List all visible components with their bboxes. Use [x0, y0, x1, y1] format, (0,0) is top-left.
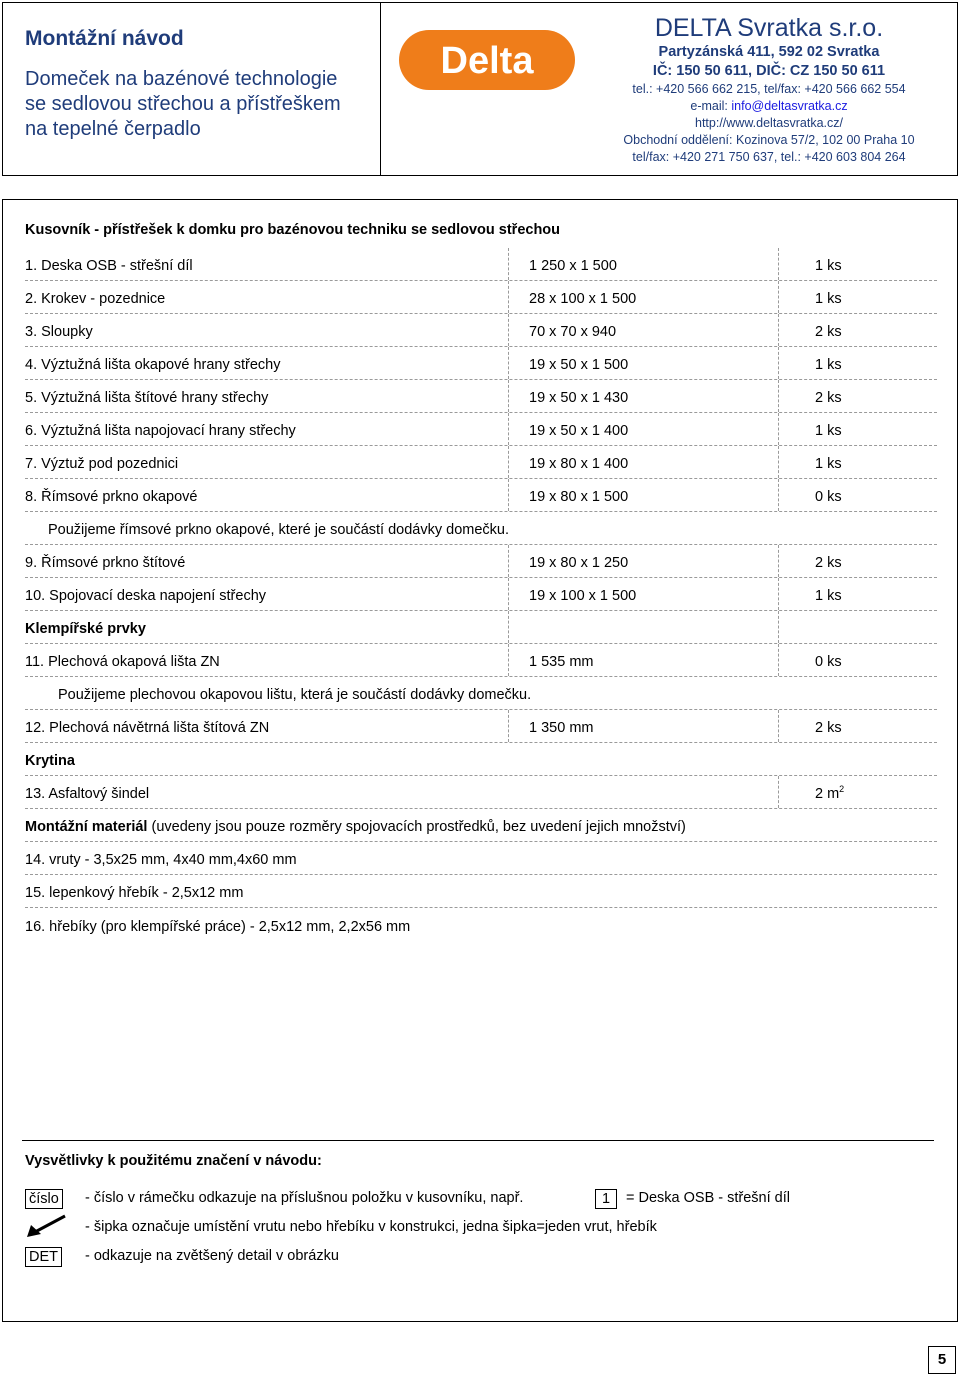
column-divider [508, 479, 509, 511]
column-divider [778, 281, 779, 313]
material-item: 14. vruty - 3,5x25 mm, 4x40 mm,4x60 mm [25, 852, 297, 868]
table-row [25, 248, 937, 281]
part-quantity: 2 $m^2$ [815, 784, 845, 802]
example-text: = Deska OSB - střešní díl [626, 1190, 790, 1206]
part-quantity: 0 ks [815, 654, 842, 670]
part-name: 4. Výztužná lišta okapové hrany střechy [25, 357, 281, 373]
column-divider [778, 644, 779, 676]
title-line: na tepelné čerpadlo [25, 118, 201, 140]
company-branch-phone: tel/fax: +420 271 750 637, tel.: +420 603 804 264 [632, 150, 906, 164]
column-divider [778, 611, 779, 643]
legend-item [25, 1189, 790, 1209]
part-quantity: 2 ks [815, 555, 842, 571]
column-divider [778, 380, 779, 412]
part-quantity: 1 ks [815, 588, 842, 604]
material-row [25, 908, 937, 941]
table-row [25, 578, 937, 611]
part-dimensions: 19 x 80 x 1 250 [529, 555, 629, 571]
column-divider [508, 314, 509, 346]
table-row [25, 446, 937, 479]
column-divider [778, 776, 779, 808]
part-dimensions: 19 x 50 x 1 430 [529, 390, 629, 406]
part-quantity: 1 ks [815, 357, 842, 373]
part-name: 5. Výztužná lišta štítové hrany střechy [25, 390, 269, 406]
part-name: 2. Krokev - pozednice [25, 291, 166, 307]
document-type: Montážní návod [25, 27, 184, 50]
email-link[interactable]: info@deltasvratka.cz [731, 99, 848, 113]
company-ids: IČ: 150 50 611, DIČ: CZ 150 50 611 [652, 63, 886, 79]
part-name: 13. Asfaltový šindel [25, 786, 150, 802]
section-row [25, 743, 937, 776]
table-row-note [25, 512, 937, 545]
delta-logo [398, 29, 576, 91]
part-dimensions: 19 x 80 x 1 500 [529, 489, 629, 505]
table-row [25, 710, 937, 743]
company-web[interactable]: http://www.deltasvratka.cz/ [695, 116, 843, 130]
column-divider [778, 578, 779, 610]
column-divider [778, 413, 779, 445]
table-row [25, 479, 937, 512]
legend-divider [22, 1140, 934, 1141]
legend-item [25, 1247, 339, 1267]
material-item: 15. lepenkový hřebík - 2,5x12 mm [25, 885, 244, 901]
part-dimensions: 70 x 70 x 940 [529, 324, 617, 340]
part-name: 8. Římsové prkno okapové [25, 489, 198, 505]
column-divider [508, 380, 509, 412]
company-phone: tel.: +420 566 662 215, tel/fax: +420 566 662 554 [632, 82, 906, 96]
part-name: 7. Výztuž pod pozednici [25, 456, 179, 472]
column-divider [508, 611, 509, 643]
parts-list-heading: Kusovník - přístřešek k domku pro bazénovou techniku se sedlovou střechou [25, 222, 561, 238]
table-row [25, 545, 937, 578]
column-divider [508, 413, 509, 445]
column-divider [508, 578, 509, 610]
table-row [25, 413, 937, 446]
column-divider [508, 347, 509, 379]
legend-text: - číslo v rámečku odkazuje na příslušnou položku v kusovníku, např. [85, 1190, 524, 1206]
part-quantity: 2 ks [815, 390, 842, 406]
column-divider [778, 314, 779, 346]
column-divider [778, 479, 779, 511]
section-heading: Krytina [25, 753, 75, 769]
part-name: 9. Římsové prkno štítové [25, 555, 186, 571]
column-divider [778, 248, 779, 280]
arrow-icon [25, 1214, 67, 1238]
example-number-box: 1 [595, 1189, 617, 1209]
legend-text: - odkazuje na zvětšený detail v obrázku [85, 1248, 339, 1264]
part-name: 11. Plechová okapová lišta ZN [25, 654, 220, 670]
column-divider [508, 710, 509, 742]
part-quantity: 1 ks [815, 291, 842, 307]
column-divider [778, 545, 779, 577]
table-row [25, 281, 937, 314]
part-note: Použijeme plechovou okapovou lištu, která je součástí dodávky domečku. [58, 687, 532, 703]
part-name: 12. Plechová návětrná lišta štítová ZN [25, 720, 270, 736]
section-row [25, 611, 937, 644]
company-branch: Obchodní oddělení: Kozinova 57/2, 102 00 Praha 10 [623, 133, 915, 147]
part-dimensions: 1 535 mm [529, 654, 594, 670]
part-dimensions: 28 x 100 x 1 500 [529, 291, 637, 307]
part-quantity: 1 ks [815, 258, 842, 274]
part-name: 1. Deska OSB - střešní díl [25, 258, 193, 274]
legend-text: - šipka označuje umístění vrutu nebo hřebíku v konstrukci, jedna šipka=jeden vrut, hřebík [85, 1219, 657, 1235]
part-dimensions: 1 350 mm [529, 720, 594, 736]
table-row [25, 380, 937, 413]
material-heading-row [25, 809, 937, 842]
section-heading: Klempířské prvky [25, 621, 146, 637]
part-quantity: 2 ks [815, 720, 842, 736]
table-row [25, 314, 937, 347]
part-dimensions: 19 x 50 x 1 500 [529, 357, 629, 373]
material-heading: Montážní materiál (uvedeny jsou pouze rozměry spojovacích prostředků, bez uvedení jejich množství) [25, 819, 686, 835]
document-header [2, 2, 958, 176]
part-quantity: 2 ks [815, 324, 842, 340]
number-box-symbol: číslo [25, 1189, 63, 1209]
detail-box-symbol: DET [25, 1247, 62, 1267]
company-email-line [581, 98, 957, 115]
part-dimensions: 19 x 80 x 1 400 [529, 456, 629, 472]
column-divider [778, 446, 779, 478]
title-line: se sedlovou střechou a přístřeškem [25, 93, 341, 115]
table-row [25, 644, 937, 677]
column-divider [508, 644, 509, 676]
material-item: 16. hřebíky (pro klempířské práce) - 2,5x12 mm, 2,2x56 mm [25, 919, 411, 935]
legend-heading: Vysvětlivky k použitému značení v návodu: [25, 1153, 322, 1169]
title-line: Domeček na bazénové technologie [25, 68, 338, 90]
part-quantity: 0 ks [815, 489, 842, 505]
company-info [581, 13, 957, 166]
logo-text: Delta [440, 40, 534, 82]
email-label: e-mail: [690, 99, 732, 113]
table-row [25, 776, 937, 809]
page-number: 5 [928, 1346, 956, 1374]
material-row [25, 875, 937, 908]
part-name: 6. Výztužná lišta napojovací hrany střechy [25, 423, 296, 439]
table-row-note [25, 677, 937, 710]
column-divider [508, 545, 509, 577]
column-divider [508, 281, 509, 313]
part-name: 10. Spojovací deska napojení střechy [25, 588, 267, 604]
part-name: 3. Sloupky [25, 324, 93, 340]
table-row [25, 347, 937, 380]
column-divider [778, 710, 779, 742]
title-block [3, 3, 381, 175]
part-dimensions: 1 250 x 1 500 [529, 258, 617, 274]
column-divider [508, 248, 509, 280]
part-note: Použijeme římsové prkno okapové, které je součástí dodávky domečku. [48, 522, 510, 538]
part-dimensions: 19 x 100 x 1 500 [529, 588, 637, 604]
column-divider [778, 347, 779, 379]
document-title [25, 67, 380, 142]
material-row [25, 842, 937, 875]
part-quantity: 1 ks [815, 423, 842, 439]
company-address: Partyzánská 411, 592 02 Svratka [658, 44, 880, 60]
part-dimensions: 19 x 50 x 1 400 [529, 423, 629, 439]
part-quantity: 1 ks [815, 456, 842, 472]
column-divider [508, 446, 509, 478]
company-name: DELTA Svratka s.r.o. [654, 14, 884, 42]
